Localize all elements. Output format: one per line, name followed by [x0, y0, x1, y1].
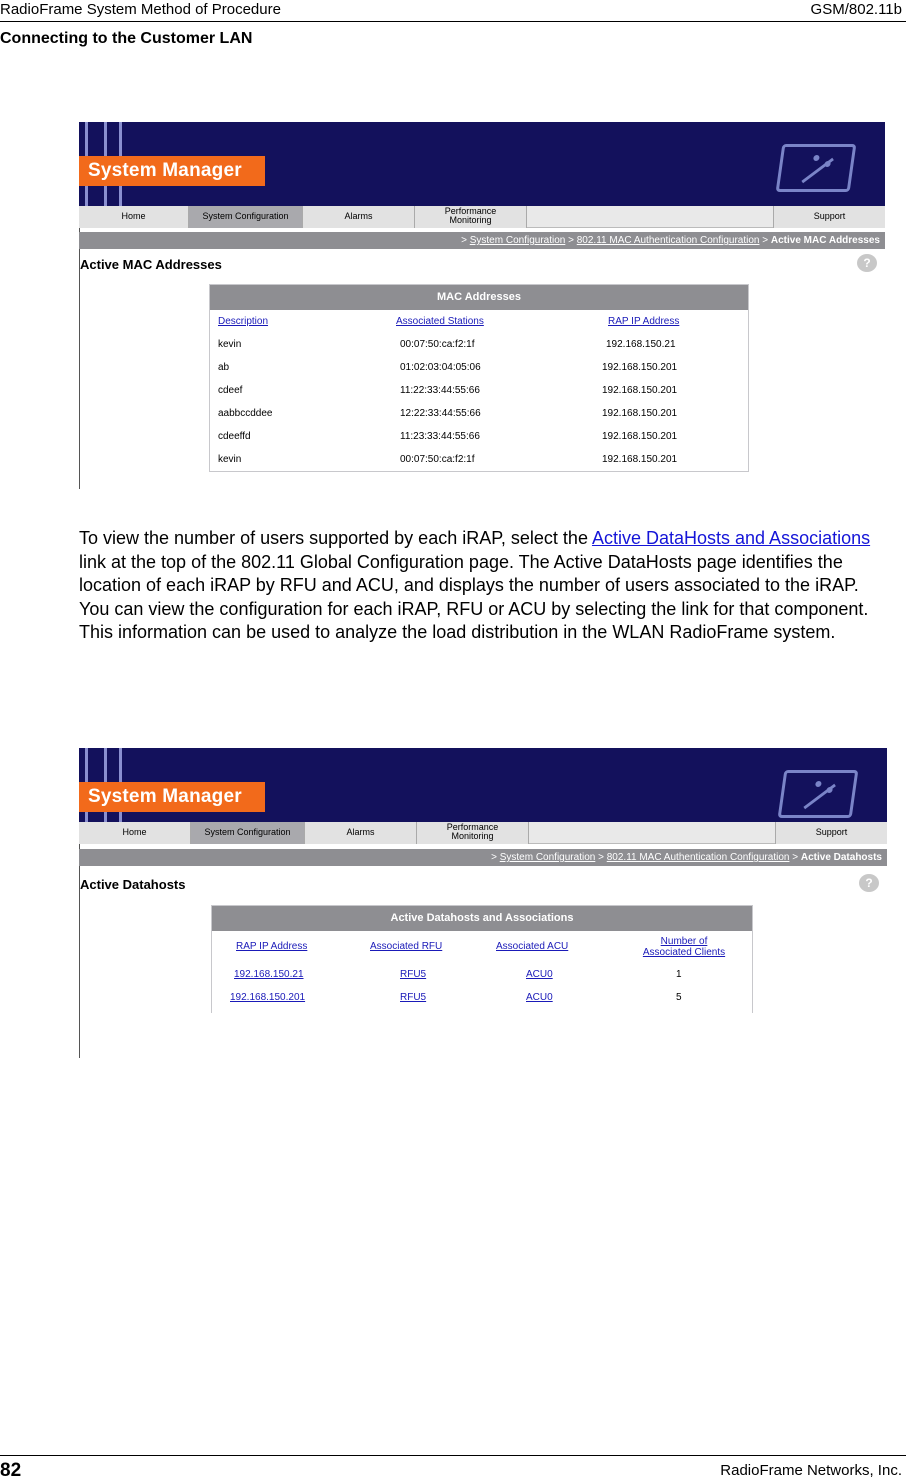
active-datahosts-link[interactable]: Active DataHosts and Associations [591, 528, 871, 548]
table-row [210, 333, 748, 356]
table-row [212, 963, 752, 986]
mac-addresses-table [209, 284, 749, 472]
system-manager-banner [79, 748, 887, 832]
document-title: RadioFrame System Method of Procedure [0, 1, 281, 18]
column-header-rap-ip-address[interactable]: RAP IP Address [608, 316, 680, 327]
cell-ip: 192.168.150.201 [602, 362, 678, 373]
page-title: Active MAC Addresses [80, 257, 222, 272]
table-header-row [212, 931, 752, 963]
paragraph-text-before: To view the number of users supported by each iRAP, select the [79, 528, 592, 548]
cell-description: ab [218, 362, 230, 373]
table-row [210, 448, 748, 471]
cell-rap-ip-link[interactable]: 192.168.150.201 [230, 992, 306, 1003]
column-header-associated-stations[interactable]: Associated Stations [396, 316, 484, 327]
document-code: GSM/802.11b [810, 1, 902, 18]
breadcrumb-separator: > [595, 852, 607, 863]
cell-mac: 12:22:33:44:55:66 [400, 408, 481, 419]
cell-description: cdeeffd [218, 431, 251, 442]
nav-performance-label: Performance [446, 822, 499, 832]
breadcrumb-current: Active MAC Addresses [770, 235, 880, 246]
body-paragraph [79, 527, 889, 645]
nav-home[interactable]: Home [79, 822, 191, 844]
cell-ip: 192.168.150.201 [602, 454, 678, 465]
cell-rap-ip-link[interactable]: 192.168.150.21 [234, 969, 304, 980]
cell-ip: 192.168.150.21 [606, 339, 676, 350]
cell-client-count: 1 [676, 969, 682, 980]
nav-monitoring-label: Monitoring [451, 831, 494, 841]
cell-mac: 00:07:50:ca:f2:1f [400, 454, 475, 465]
column-header-number-line1: Number of [660, 936, 708, 947]
column-header-associated-rfu[interactable]: Associated RFU [370, 941, 443, 952]
breadcrumb-mac-auth-config[interactable]: 802.11 MAC Authentication Configuration [606, 852, 790, 863]
cell-acu-link[interactable]: ACU0 [526, 992, 553, 1003]
table-row [212, 986, 752, 1009]
breadcrumb-system-configuration[interactable]: System Configuration [469, 235, 566, 246]
nav-performance-label: Performance [444, 206, 497, 216]
table-title: Active Datahosts and Associations [212, 906, 752, 931]
system-manager-logo: System Manager [79, 156, 265, 186]
cell-client-count: 5 [676, 992, 682, 1003]
nav-performance-monitoring[interactable] [417, 822, 529, 844]
table-title: MAC Addresses [210, 285, 748, 310]
table-row [210, 402, 748, 425]
screenshot-active-mac-addresses [79, 122, 885, 489]
screenshot-active-datahosts [79, 748, 887, 1058]
nav-support[interactable]: Support [775, 822, 887, 844]
column-header-description[interactable]: Description [218, 316, 269, 327]
table-row [210, 425, 748, 448]
cell-ip: 192.168.150.201 [602, 408, 678, 419]
main-nav [79, 822, 887, 844]
document-footer [0, 1455, 906, 1482]
company-name: RadioFrame Networks, Inc. [720, 1462, 902, 1479]
breadcrumb-system-configuration[interactable]: System Configuration [499, 852, 596, 863]
table-row [210, 356, 748, 379]
page-title: Active Datahosts [80, 877, 186, 892]
column-header-number-line2: Associated Clients [642, 947, 726, 958]
column-header-number-of-associated-clients[interactable] [622, 931, 746, 958]
breadcrumb-current: Active Datahosts [800, 852, 882, 863]
breadcrumb-separator: > [789, 852, 801, 863]
breadcrumb [79, 232, 885, 249]
table-row [210, 379, 748, 402]
cell-acu-link[interactable]: ACU0 [526, 969, 553, 980]
nav-alarms[interactable]: Alarms [305, 822, 417, 844]
cell-rfu-link[interactable]: RFU5 [400, 969, 427, 980]
breadcrumb-separator: > [461, 235, 470, 246]
document-header [0, 0, 906, 22]
column-header-rap-ip-address[interactable]: RAP IP Address [236, 941, 308, 952]
radioframe-brand-icon [776, 144, 857, 192]
breadcrumb [79, 849, 887, 866]
cell-description: cdeef [218, 385, 243, 396]
nav-system-configuration[interactable]: System Configuration [189, 206, 303, 228]
nav-system-configuration[interactable]: System Configuration [191, 822, 305, 844]
cell-description: kevin [218, 454, 242, 465]
nav-support[interactable]: Support [773, 206, 885, 228]
system-manager-banner [79, 122, 885, 206]
page-number: 82 [0, 1460, 22, 1481]
breadcrumb-separator: > [491, 852, 500, 863]
cell-mac: 11:22:33:44:55:66 [400, 385, 480, 396]
nav-monitoring-label: Monitoring [449, 215, 492, 225]
table-header-row [210, 310, 748, 333]
column-header-associated-acu[interactable]: Associated ACU [496, 941, 569, 952]
breadcrumb-separator: > [759, 235, 771, 246]
main-nav [79, 206, 885, 228]
section-title: Connecting to the Customer LAN [0, 30, 253, 47]
paragraph-text-after: link at the top of the 802.11 Global Configuration page. The Active DataHosts page identifies the location of each iRAP by RFU and ACU, and displays the number of users associated to the iRAP. You can view the configuration for each iRAP, RFU or ACU by selecting the link for that component. This information can be used to analyze the load distribution in the WLAN RadioFrame system. [79, 551, 869, 642]
nav-performance-monitoring[interactable] [415, 206, 527, 228]
nav-alarms[interactable]: Alarms [303, 206, 415, 228]
cell-ip: 192.168.150.201 [602, 385, 678, 396]
cell-description: kevin [218, 339, 242, 350]
cell-mac: 00:07:50:ca:f2:1f [400, 339, 475, 350]
breadcrumb-separator: > [565, 235, 577, 246]
breadcrumb-mac-auth-config[interactable]: 802.11 MAC Authentication Configuration [576, 235, 760, 246]
cell-mac: 01:02:03:04:05:06 [400, 362, 481, 373]
nav-home[interactable]: Home [79, 206, 189, 228]
cell-rfu-link[interactable]: RFU5 [400, 992, 427, 1003]
cell-ip: 192.168.150.201 [602, 431, 678, 442]
system-manager-logo: System Manager [79, 782, 265, 812]
radioframe-brand-icon [778, 770, 859, 818]
help-icon[interactable]: ? [857, 254, 877, 272]
cell-mac: 11:23:33:44:55:66 [400, 431, 480, 442]
active-datahosts-table [211, 905, 753, 1013]
help-icon[interactable]: ? [859, 874, 879, 892]
cell-description: aabbccddee [218, 408, 273, 419]
